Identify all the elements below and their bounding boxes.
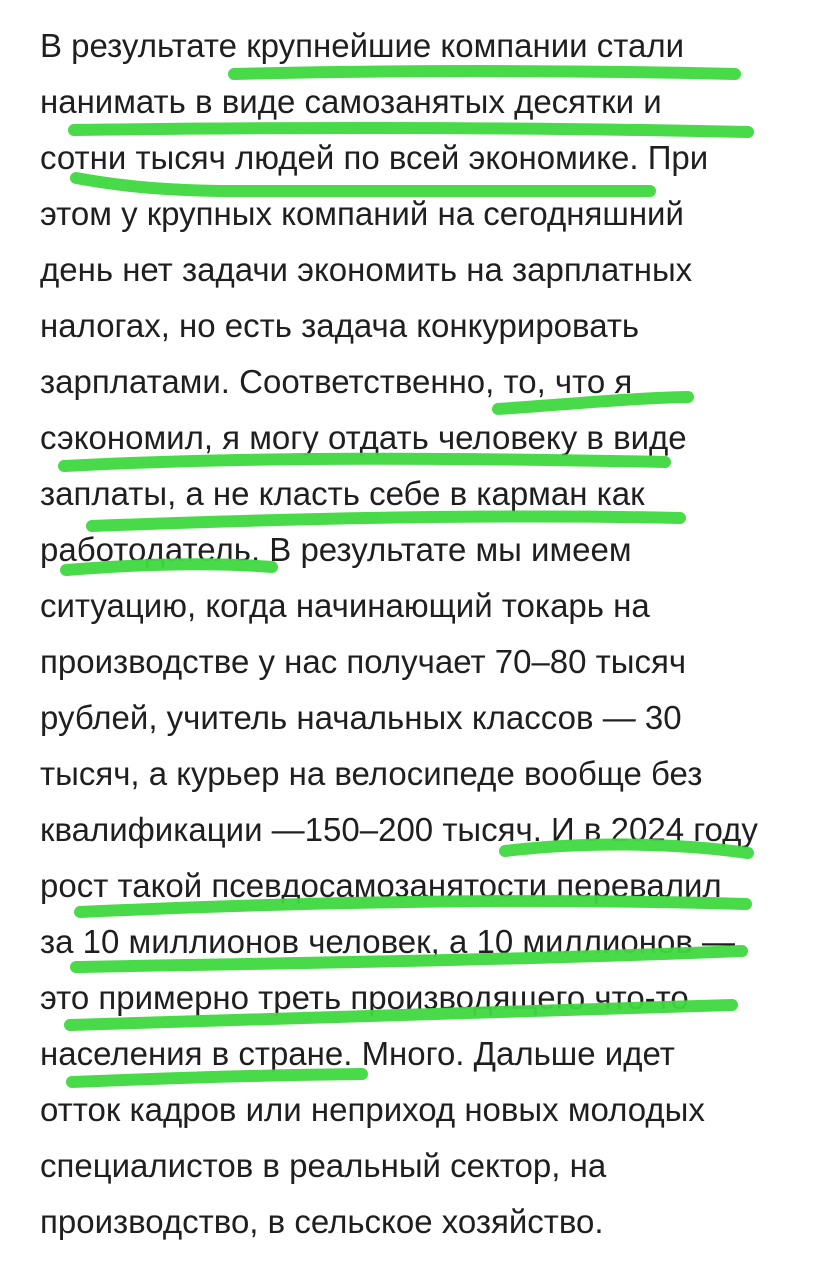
text-line: рублей, учитель начальных классов — 30 [40, 699, 682, 736]
text-line: работодатель. В результате мы имеем [40, 531, 632, 568]
text-line: В результате крупнейшие компании стали [40, 27, 685, 64]
text-line: за 10 миллионов человек, а 10 миллионов — [40, 923, 736, 960]
text-line: ситуацию, когда начинающий токарь на [40, 587, 650, 624]
text-line: рост такой псевдосамозанятости перевалил [40, 867, 722, 904]
text-line: этом у крупных компаний на сегодняшний [40, 195, 684, 232]
text-line: отток кадров или неприход новых молодых [40, 1091, 705, 1128]
text-line: населения в стране. Много. Дальше идет [40, 1035, 675, 1072]
text-line: это примерно треть производящего что-то [40, 979, 689, 1016]
text-line: производство, в сельское хозяйство. [40, 1203, 604, 1240]
text-line: квалификации —150–200 тысяч. И в 2024 году [40, 811, 758, 848]
text-line: нанимать в виде самозанятых десятки и [40, 83, 662, 120]
text-line: тысяч, а курьер на велосипеде вообще без [40, 755, 703, 792]
text-line: производстве у нас получает 70–80 тысяч [40, 643, 687, 680]
text-line: заплаты, а не класть себе в карман как [40, 475, 645, 512]
text-line: налогах, но есть задача конкурировать [40, 307, 640, 344]
text-line: специалистов в реальный сектор, на [40, 1147, 607, 1184]
text-line: сэкономил, я могу отдать человеку в виде [40, 419, 687, 456]
text-line: сотни тысяч людей по всей экономике. При [40, 139, 709, 176]
text-line: зарплатами. Соответственно, то, что я [40, 363, 633, 400]
text-line: день нет задачи экономить на зарплатных [40, 251, 693, 288]
